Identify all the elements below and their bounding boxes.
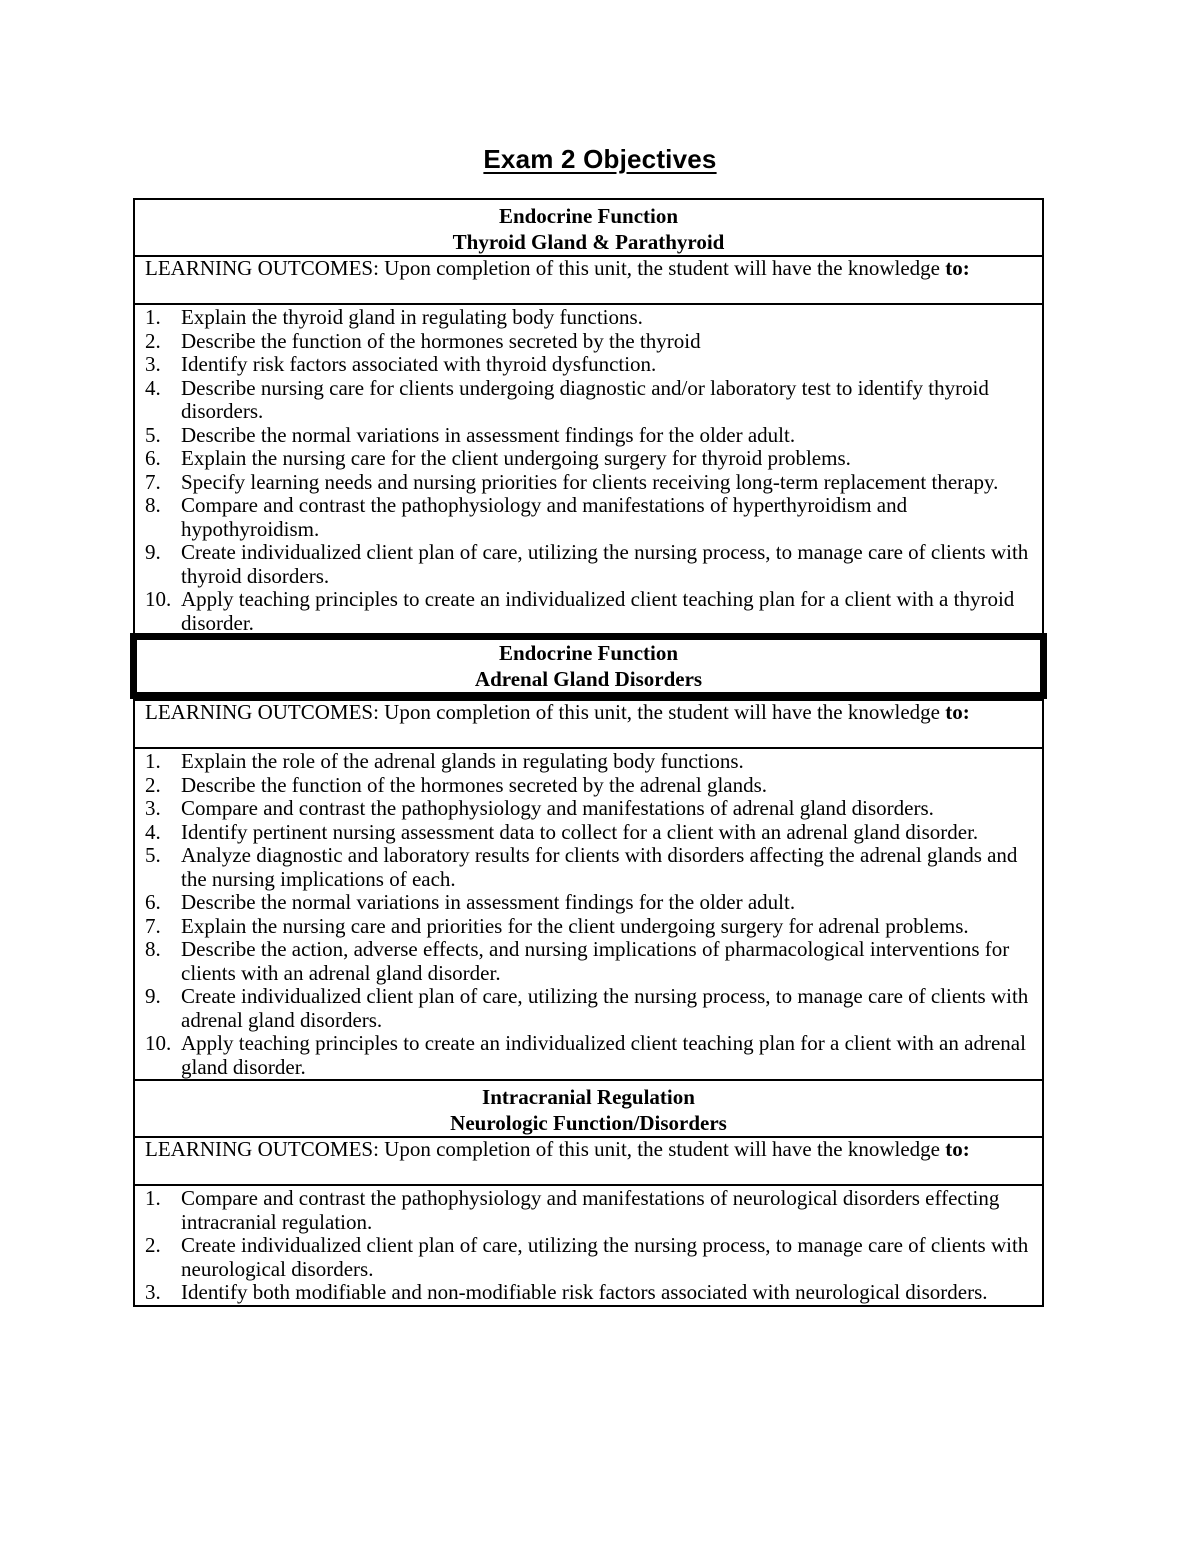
list-item — [145, 915, 1032, 939]
list-item — [145, 1032, 1032, 1079]
item-number: 2. — [145, 328, 161, 353]
item-text: Apply teaching principles to create an individualized client teaching plan for a client with a thyroid disorder. — [181, 587, 1015, 635]
learning-outcomes-text: LEARNING OUTCOMES: Upon completion of this unit, the student will have the knowledge — [145, 700, 946, 724]
item-number: 9. — [145, 984, 161, 1008]
learning-outcomes-bold: to: — [945, 700, 970, 724]
item-text: Identify pertinent nursing assessment data to collect for a client with an adrenal gland disorder. — [181, 819, 979, 844]
item-text: Analyze diagnostic and laboratory results for clients with disorders affecting the adrenal glands and the nursing implications of each. — [181, 843, 1018, 891]
item-number: 1. — [145, 305, 161, 329]
list-item — [145, 471, 1032, 495]
list-item — [145, 750, 1032, 774]
list-item — [145, 306, 1032, 330]
list-item — [145, 447, 1032, 471]
section-heading-line-1: Endocrine Function — [498, 641, 679, 665]
item-number: 4. — [145, 819, 161, 844]
item-number: 4. — [145, 375, 161, 400]
list-item — [145, 1281, 1032, 1305]
item-text: Compare and contrast the pathophysiology and manifestations of hyperthyroidism and hypothyroidism. — [181, 493, 908, 541]
item-number: 6. — [145, 446, 161, 470]
objectives-list-cell — [135, 1184, 1042, 1305]
item-number: 10. — [145, 1031, 172, 1055]
item-text: Describe the function of the hormones secreted by the adrenal glands. — [181, 772, 768, 797]
item-number: 3. — [145, 1280, 161, 1304]
learning-outcomes-intro — [135, 255, 1042, 303]
item-number: 7. — [145, 913, 161, 938]
item-text: Describe the normal variations in assessment findings for the older adult. — [181, 890, 796, 914]
list-item — [145, 844, 1032, 891]
list-item — [145, 377, 1032, 424]
item-number: 8. — [145, 937, 161, 961]
item-number: 9. — [145, 540, 161, 564]
learning-outcomes-text: LEARNING OUTCOMES: Upon completion of this unit, the student will have the knowledge — [145, 1137, 946, 1161]
item-number: 3. — [145, 352, 161, 376]
item-text: Compare and contrast the pathophysiology and manifestations of adrenal gland disorders. — [181, 796, 934, 820]
list-item — [145, 424, 1032, 448]
item-number: 5. — [145, 843, 161, 867]
item-number: 7. — [145, 469, 161, 494]
item-number: 3. — [145, 796, 161, 820]
objectives-list-cell — [135, 303, 1042, 635]
item-text: Explain the role of the adrenal glands in regulating body functions. — [181, 749, 744, 773]
section-heading-line-1: Endocrine Function — [498, 204, 679, 228]
section-heading-thyroid — [135, 200, 1042, 255]
list-item — [145, 541, 1032, 588]
list-item — [145, 588, 1032, 635]
section-heading-line-1: Intracranial Regulation — [482, 1085, 695, 1109]
objectives-list — [145, 750, 1032, 1079]
learning-outcomes-text: LEARNING OUTCOMES: Upon completion of this unit, the student will have the knowledge — [145, 256, 946, 280]
item-text: Create individualized client plan of care, utilizing the nursing process, to manage care of clients with neurological disorders. — [181, 1233, 1029, 1281]
item-text: Identify risk factors associated with thyroid dysfunction. — [181, 352, 657, 376]
section-heading-line-2: Thyroid Gland & Parathyroid — [452, 230, 725, 254]
list-item — [145, 891, 1032, 915]
item-text: Compare and contrast the pathophysiology and manifestations of neurological disorders effecting intracranial regulation. — [181, 1186, 1000, 1234]
list-item — [145, 330, 1032, 354]
learning-outcomes-intro — [135, 1136, 1042, 1184]
list-item — [145, 938, 1032, 985]
item-number: 1. — [145, 1186, 161, 1210]
item-number: 1. — [145, 749, 161, 773]
item-text: Explain the nursing care and priorities for the client undergoing surgery for adrenal problems. — [181, 913, 969, 938]
item-text: Apply teaching principles to create an individualized client teaching plan for a client with an adrenal gland disorder. — [181, 1031, 1026, 1079]
item-number: 8. — [145, 493, 161, 517]
item-number: 2. — [145, 772, 161, 797]
item-number: 5. — [145, 422, 161, 447]
item-text: Describe the normal variations in assessment findings for the older adult. — [181, 422, 796, 447]
list-item — [145, 821, 1032, 845]
item-text: Create individualized client plan of care, utilizing the nursing process, to manage care of clients with thyroid disorders. — [181, 540, 1029, 588]
learning-outcomes-bold: to: — [945, 256, 970, 280]
section-heading-line-2: Adrenal Gland Disorders — [474, 667, 703, 691]
list-item — [145, 1187, 1032, 1234]
learning-outcomes-bold: to: — [945, 1137, 970, 1161]
section-heading-neurologic — [135, 1079, 1042, 1136]
list-item — [145, 774, 1032, 798]
item-text: Describe nursing care for clients undergoing diagnostic and/or laboratory test to identify thyroid disorders. — [181, 375, 989, 423]
objectives-list — [145, 306, 1032, 635]
item-text: Explain the thyroid gland in regulating body functions. — [181, 305, 643, 329]
list-item — [145, 494, 1032, 541]
section-heading-line-2: Neurologic Function/Disorders — [450, 1111, 727, 1135]
item-text: Create individualized client plan of care, utilizing the nursing process, to manage care of clients with adrenal gland disorders. — [181, 984, 1029, 1032]
objectives-list — [145, 1187, 1032, 1305]
item-text: Specify learning needs and nursing priorities for clients receiving long-term replacement therapy. — [181, 469, 999, 494]
item-number: 6. — [145, 890, 161, 914]
item-number: 10. — [145, 587, 172, 611]
list-item — [145, 985, 1032, 1032]
item-text: Identify both modifiable and non-modifiable risk factors associated with neurological disorders. — [181, 1280, 988, 1304]
page-title: Exam 2 Objectives — [483, 144, 717, 174]
item-text: Explain the nursing care for the client undergoing surgery for thyroid problems. — [181, 446, 851, 470]
section-heading-adrenal — [130, 633, 1047, 699]
item-text: Describe the action, adverse effects, and nursing implications of pharmacological interventions for clients with an adrenal gland disorder. — [181, 937, 1010, 985]
objectives-table — [133, 198, 1044, 1307]
item-number: 2. — [145, 1233, 161, 1257]
list-item — [145, 797, 1032, 821]
objectives-list-cell — [135, 747, 1042, 1079]
list-item — [145, 1234, 1032, 1281]
list-item — [145, 353, 1032, 377]
item-text: Describe the function of the hormones secreted by the thyroid — [181, 328, 701, 353]
learning-outcomes-intro — [135, 699, 1042, 747]
